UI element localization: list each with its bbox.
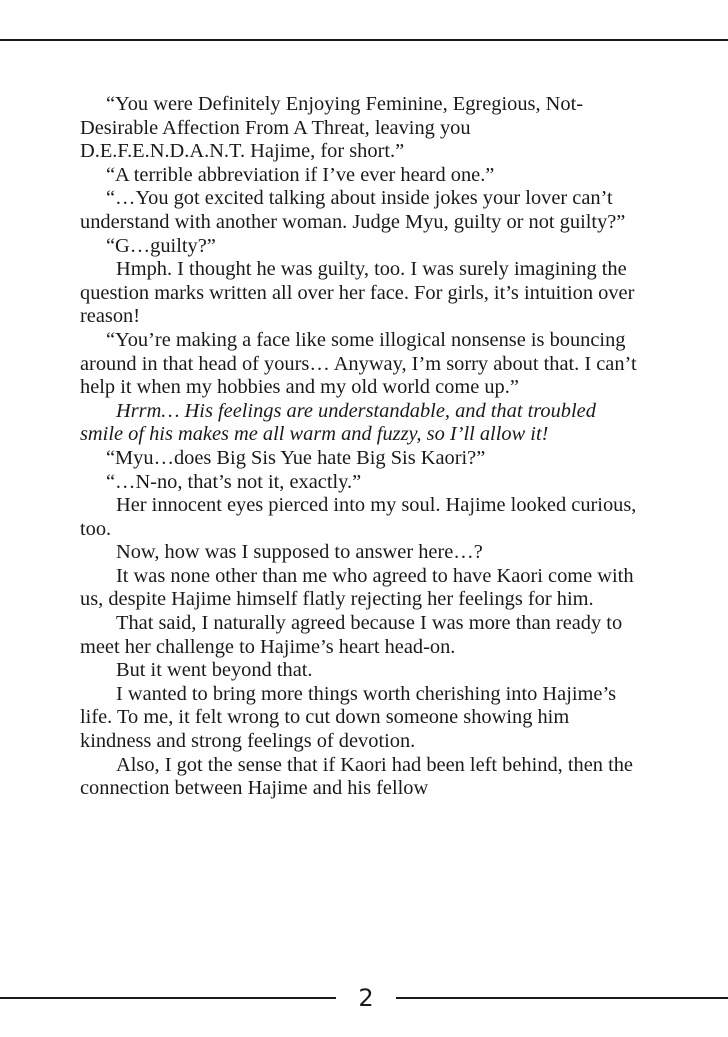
paragraph: Now, how was I supposed to answer here…?: [116, 541, 483, 564]
paragraph: “You’re making a face like some illogical nonsense is bouncing around in that head of yours… Anyway, I’m sorry about that. I can’t help it when my hobbies and my old world come up.”: [80, 328, 637, 399]
page-number: 2: [358, 984, 374, 1012]
paragraph: “…N-no, that’s not it, exactly.”: [106, 470, 362, 493]
paragraph: Hmph. I thought he was guilty, too. I was surely imagining the question marks written all over her face. For girls, it’s intuition over reason!: [80, 258, 635, 328]
paragraph: Also, I got the sense that if Kaori had been left behind, then the connection between Hajime and his fellow: [80, 753, 633, 800]
header-rule: [0, 39, 728, 41]
paragraph: “…You got excited talking about inside jokes your lover can’t understand with another woman. Judge Myu, guilty or not guilty?”: [80, 187, 626, 233]
paragraph: That said, I naturally agreed because I was more than ready to meet her challenge to Hajime’s heart head-on.: [80, 612, 623, 658]
paragraph: I wanted to bring more things worth cherishing into Hajime’s life. To me, it felt wrong to cut down someone showing him kindness and strong feelings of devotion.: [80, 682, 617, 753]
paragraph: “A terrible abbreviation if I’ve ever heard one.”: [106, 163, 495, 186]
footer-rule-left: [0, 997, 336, 999]
paragraph: “Myu…does Big Sis Yue hate Big Sis Kaori?”: [106, 446, 486, 469]
paragraph-italic: Hrrm… His feelings are understandable, and that troubled smile of his makes me all warm and fuzzy, so I’ll allow it!: [80, 399, 596, 446]
paragraph: “You were Definitely Enjoying Feminine, Egregious, Not-Desirable Affection From A Threat, leaving you D.E.F.E.N.D.A.N.T. Hajime, for short.”: [80, 93, 584, 163]
footer-rule-right: [396, 997, 728, 999]
paragraph: But it went beyond that.: [116, 659, 313, 682]
body-text: [80, 93, 640, 801]
paragraph: “G…guilty?”: [106, 234, 216, 257]
paragraph: It was none other than me who agreed to have Kaori come with us, despite Hajime himself flatly rejecting her feelings for him.: [80, 564, 634, 611]
paragraph: Her innocent eyes pierced into my soul. Hajime looked curious, too.: [80, 494, 637, 540]
